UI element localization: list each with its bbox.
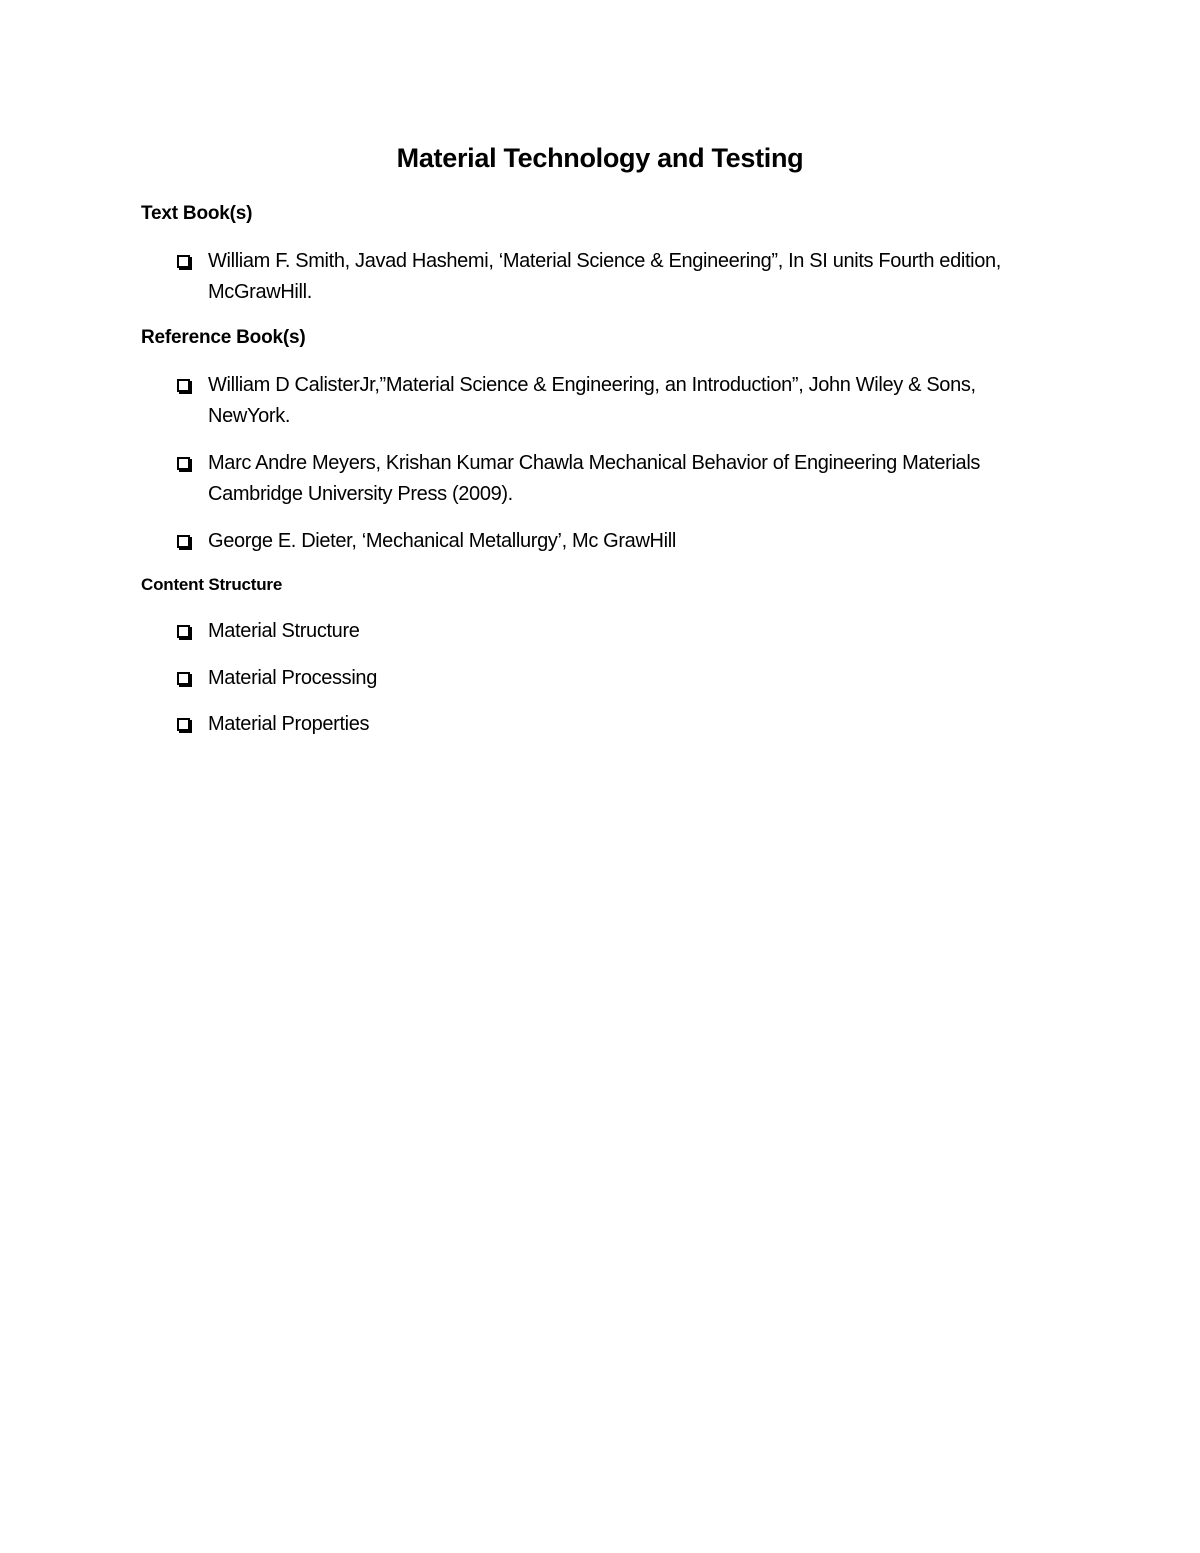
checkbox-square-icon <box>177 672 190 685</box>
page-title: Material Technology and Testing <box>396 143 804 173</box>
reference-book-item-text: George E. Dieter, ‘Mechanical Metallurgy’, Mc GrawHill <box>208 530 676 552</box>
checkbox-square-icon <box>177 457 190 470</box>
checkbox-square-icon <box>177 535 190 548</box>
checkbox-square-icon <box>177 379 190 392</box>
reference-books-heading: Reference Book(s) <box>141 327 306 348</box>
reference-book-item <box>177 530 1037 557</box>
content-structure-item-text: Material Properties <box>208 713 370 735</box>
reference-book-item-text: Marc Andre Meyers, Krishan Kumar Chawla Mechanical Behavior of Engineering Materials Cambridge University Press (2009). <box>208 452 981 505</box>
content-structure-item-text: Material Processing <box>208 667 377 689</box>
reference-book-item <box>177 374 1037 432</box>
content-structure-item <box>177 620 1037 647</box>
content-structure-heading: Content Structure <box>141 575 283 594</box>
content-structure-item <box>177 713 1037 740</box>
content-structure-item <box>177 667 1037 694</box>
checkbox-square-icon <box>177 255 190 268</box>
checkbox-square-icon <box>177 625 190 638</box>
checkbox-square-icon <box>177 718 190 731</box>
text-book-item <box>177 250 1037 308</box>
text-books-heading: Text Book(s) <box>141 203 253 224</box>
reference-book-item-text: William D CalisterJr,”Material Science & Engineering, an Introduction”, John Wiley & Sons, NewYork. <box>208 374 976 427</box>
text-book-item-text: William F. Smith, Javad Hashemi, ‘Material Science & Engineering”, In SI units Fourth edition, McGrawHill. <box>208 250 1001 303</box>
reference-book-item <box>177 452 1037 510</box>
content-structure-item-text: Material Structure <box>208 620 360 642</box>
